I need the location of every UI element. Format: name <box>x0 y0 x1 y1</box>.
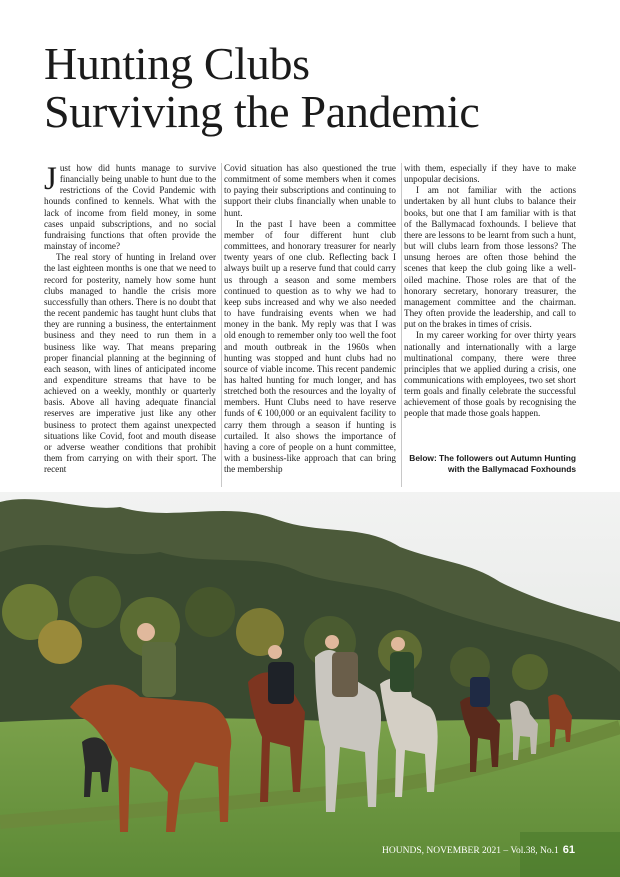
article-body <box>44 163 576 488</box>
hunt-photo-illustration <box>0 492 620 877</box>
column-divider-2 <box>401 163 402 487</box>
photo-caption: Below: The followers out Autumn Hunting with the Ballymacad Foxhounds <box>409 453 576 474</box>
paragraph-5: with them, especially if they have to make unpopular decisions. <box>404 163 576 185</box>
paragraph-4: In the past I have been a committee member of four different hunt club committees, and honorary treasurer for nearly twenty years of one club. Reflecting back I always built up a reserve fund that could carry us through a season and some members continued to question as to why we had to keep subs increased and why we also needed to have fundraising events when we had money in the bank. My reply was that I was old enough to remember only too well the foot and mouth outbreak in the 1960s when hunting was stopped and hunt clubs had no source of viable income. This recent pandemic has halted hunting for much longer, and has stretched both the resources and the loyalty of members. Hunt Clubs need to have reserve funds of € 100,000 or an equivalent facility to carry them through a season if hunting is curtailed. It also shows the importance of having a core of people on a hunt committee, with a business-like approach that can bring the membership <box>224 218 396 475</box>
article-title <box>44 40 604 136</box>
column-2 <box>224 163 396 488</box>
title-line-2: Surviving the Pandemic <box>44 86 480 137</box>
column-divider-1 <box>221 163 222 487</box>
paragraph-6: I am not familiar with the actions undertaken by all hunt clubs to balance their books, but one that I am familiar with is that of the Ballymacad foxhounds. I believe that there are lessons to be learnt from such a hunt, but will clubs learn from those lessons? The unsung heroes are often those behind the scenes that keep the club going like a well-oiled machine. Those roles are that of the honorary secretary, honorary treasurer, the management committee and the chairman. They often provide the leadership, and call to put on the brakes in times of crisis. <box>404 185 576 330</box>
page-footer <box>382 844 575 856</box>
paragraph-7: In my career working for over thirty years nationally and internationally with a large multinational company, there were three principles that we applied during a crisis, one communications with employees, two set short term goals and finally celebrate the successful achievement of those goals by recognising the people that made those goals happen. <box>404 330 576 419</box>
hunt-photo <box>0 492 620 877</box>
title-line-1: Hunting Clubs <box>44 38 310 89</box>
paragraph-3: Covid situation has also questioned the true commitment of some members when it comes to paying their subscriptions and continuing to support their clubs financially when unable to hunt. <box>224 163 396 218</box>
paragraph-1 <box>44 163 216 252</box>
paragraph-1-text: ust how did hunts manage to survive financially being unable to hunt due to the restrictions of the Covid Pandemic with hounds confined to kennels. What with the lack of income from field money, in some cases unpaid subscriptions, and no social fundraising functions that often provide the mainstay of income? <box>44 163 216 252</box>
paragraph-2: The real story of hunting in Ireland over the last eighteen months is one that we need to record for posterity, namely how some hunt clubs managed to handle the crisis more successfully than others. There is no doubt that the recent pandemic has taught hunt clubs that they are running a business, the entertainment business and they need to run them in a business like way. That means preparing proper financial planning at the beginning of each season, with lines of anticipated income and expenditure streams that have to be achieved on a weekly, monthly or quarterly basis. Above all having adequate financial reserves are imperative just like any other business to protect them against unexpected situations like Covid, foot and mouth disease or adverse weather conditions that prohibit them from carrying on with their sport. The recent <box>44 252 216 475</box>
column-1 <box>44 163 216 488</box>
page-number: 61 <box>562 844 575 856</box>
issue-info: HOUNDS, NOVEMBER 2021 – Vol.38, No.1 <box>382 846 559 856</box>
drop-cap: J <box>44 163 57 197</box>
column-3 <box>404 163 576 488</box>
